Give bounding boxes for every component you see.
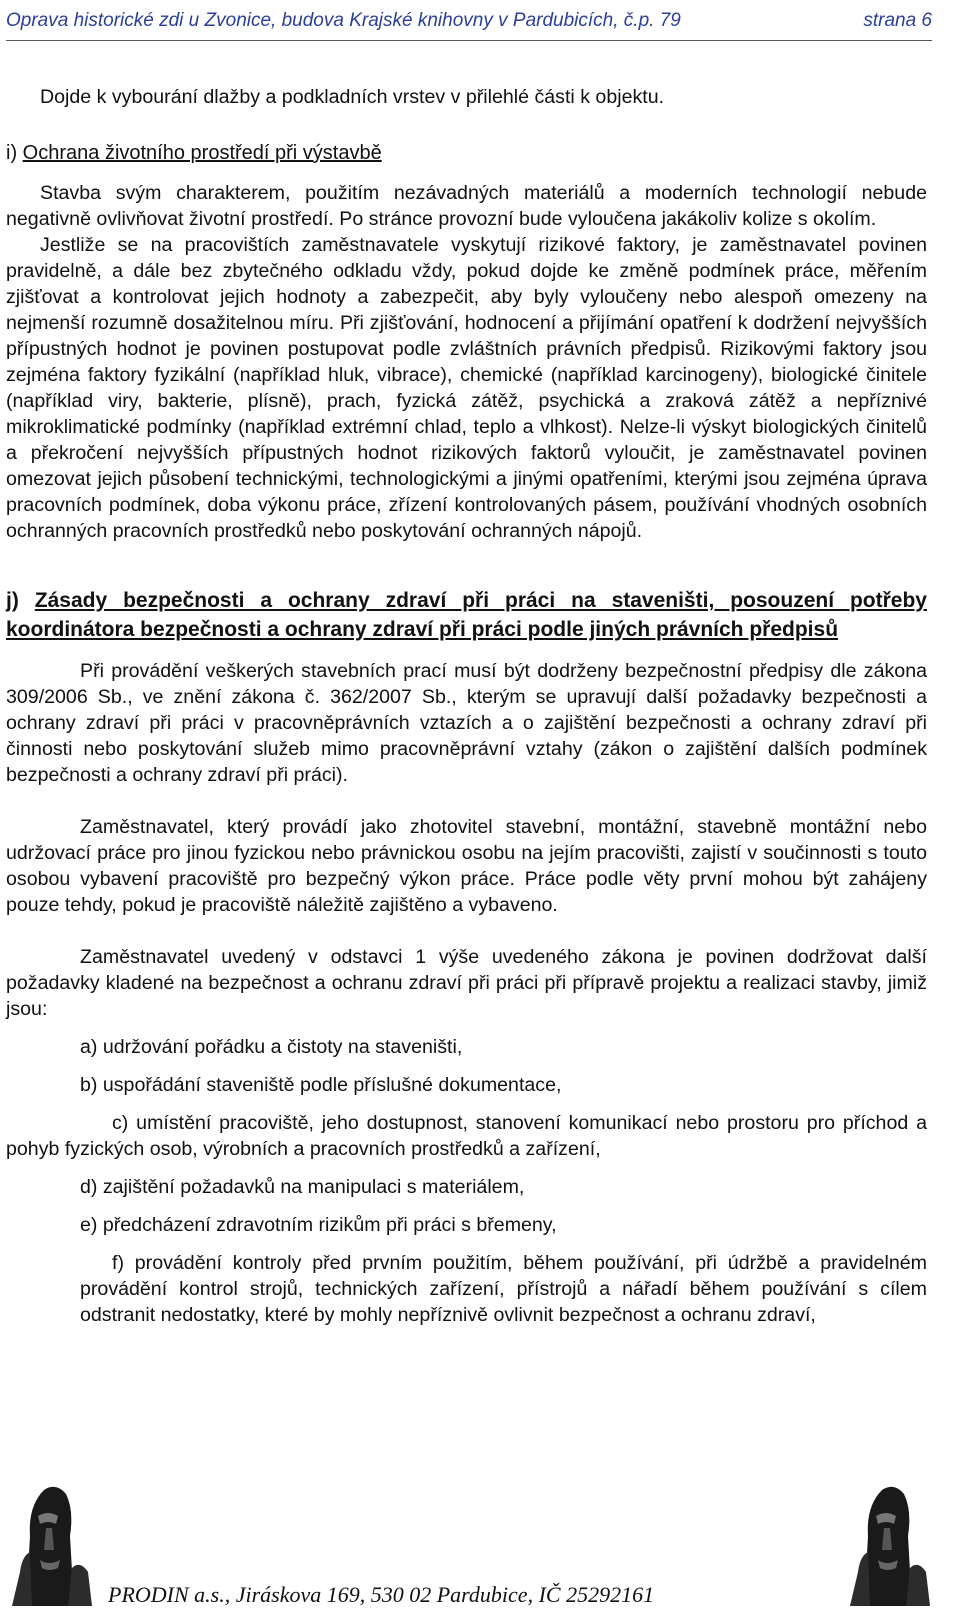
paragraph-environment-1: Stavba svým charakterem, použitím nezávadných materiálů a moderních technologií nebude negativně ovlivňovat životní prostředí. Po stránce provozní bude vyloučena jakákoliv kolize s okolím. bbox=[6, 182, 927, 230]
list-item: d) zajištění požadavků na manipulaci s materiálem, bbox=[80, 1176, 525, 1198]
document-body bbox=[6, 84, 927, 1328]
list-item: b) uspořádání staveniště podle příslušné dokumentace, bbox=[80, 1074, 562, 1096]
section-heading-j bbox=[6, 586, 927, 644]
list-item: e) předcházení zdravotním rizikům při práci s břemeny, bbox=[80, 1214, 557, 1236]
header-title: Oprava historické zdi u Zvonice, budova Krajské knihovny v Pardubicích, č.p. 79 bbox=[6, 10, 681, 31]
paragraph-safety-2: Zaměstnavatel, který provádí jako zhotovitel stavební, montážní, stavebně montážní nebo udržovací práce pro jinou fyzickou nebo právnickou osobu na jejím pracovišti, zajistí v součinnosti s touto osobou vybavení pracoviště pro bezpečný výkon práce. Práce podle věty první mohou být zahájeny pouze tehdy, pokud je pracoviště náležitě zajištěno a vybaveno. bbox=[6, 816, 927, 916]
moai-statue-icon bbox=[8, 1476, 94, 1615]
moai-statue-icon bbox=[846, 1476, 932, 1615]
section-heading-i bbox=[6, 140, 927, 166]
paragraph-environment-2: Jestliže se na pracovištích zaměstnavatele vyskytují rizikové faktory, je zaměstnavatel povinen pravidelně, a dále bez zbytečného odkladu vždy, pokud dojde ke změně podmínek práce, měřením zjišťovat a kontrolovat jejich hodnoty a zabezpečit, aby byly vyloučeny nebo alespoň omezeny na nejmenší rozumně dosažitelnou míru. Při zjišťování, hodnocení a přijímání opatření k dodržení nejvyšších přípustných hodnot je povinen postupovat podle zvláštních právních předpisů. Rizikovými faktory jsou zejména faktory fyzikální (například hluk, vibrace), chemické (například karcinogeny), biologické činitele (například viry, bakterie, plísně), prach, fyzická zátěž, psychická a zraková zátěž a nepříznivé mikroklimatické podmínky (například extrémní chlad, teplo a vlhkost). Nelze-li výskyt biologických činitelů a překročení nejvyšších přípustných hodnot rizikových faktorů vyloučit, je zaměstnavatel povinen omezovat jejich působení technickými, technologickými a jinými opatřeními, kterými jsou zejména úprava pracovních podmínek, doba výkonu práce, zřízení kontrolovaných pásem, používání vhodných osobních ochranných pracovních prostředků nebo poskytování ochranných nápojů. bbox=[6, 234, 927, 542]
paragraph-demolition: Dojde k vybourání dlažby a podkladních vrstev v přilehlé části k objektu. bbox=[40, 86, 665, 108]
header-page-number: strana 6 bbox=[863, 10, 932, 31]
list-item: f) provádění kontroly před prvním použitím, během používání, při údržbě a pravidelném provádění kontrol strojů, technických zařízení, přístrojů a nářadí během používání s cílem odstranit nedostatky, které by mohly nepříznivě ovlivnit bezpečnost a ochranu zdraví, bbox=[80, 1252, 927, 1326]
page-footer bbox=[0, 1470, 960, 1617]
page-header bbox=[6, 8, 932, 41]
list-item: c) umístění pracoviště, jeho dostupnost, stanovení komunikací nebo prostoru pro příchod a pohyb fyzických osob, výrobních a pracovních prostředků a zařízení, bbox=[6, 1112, 927, 1160]
section-j-title: Zásady bezpečnosti a ochrany zdraví při práci na staveništi, posouzení potřeby koordinátora bezpečnosti a ochrany zdraví při práci podle jiných právních předpisů bbox=[6, 589, 927, 641]
footer-company-info: PRODIN a.s., Jiráskova 169, 530 02 Pardubice, IČ 25292161 bbox=[108, 1582, 655, 1607]
list-item: a) udržování pořádku a čistoty na staveništi, bbox=[80, 1036, 463, 1058]
section-j-prefix: j) bbox=[6, 589, 35, 612]
paragraph-safety-3: Zaměstnavatel uvedený v odstavci 1 výše uvedeného zákona je povinen dodržovat další požadavky kladené na bezpečnost a ochranu zdraví při práci při přípravě projektu a realizaci stavby, jimiž jsou: bbox=[6, 946, 927, 1020]
section-i-title: Ochrana životního prostředí při výstavbě bbox=[22, 142, 382, 164]
paragraph-safety-1: Při provádění veškerých stavebních prací musí být dodrženy bezpečnostní předpisy dle zákona 309/2006 Sb., ve znění zákona č. 362/2007 Sb., kterým se upravují další požadavky bezpečnosti a ochrany zdraví při práci v pracovněprávních vztazích a o zajištění bezpečnosti a ochrany zdraví při činnosti nebo poskytování služeb mimo pracovněprávní vztahy (zákon o zajištění dalších podmínek bezpečnosti a ochrany zdraví při práci). bbox=[6, 660, 927, 786]
section-i-prefix: i) bbox=[6, 142, 23, 164]
